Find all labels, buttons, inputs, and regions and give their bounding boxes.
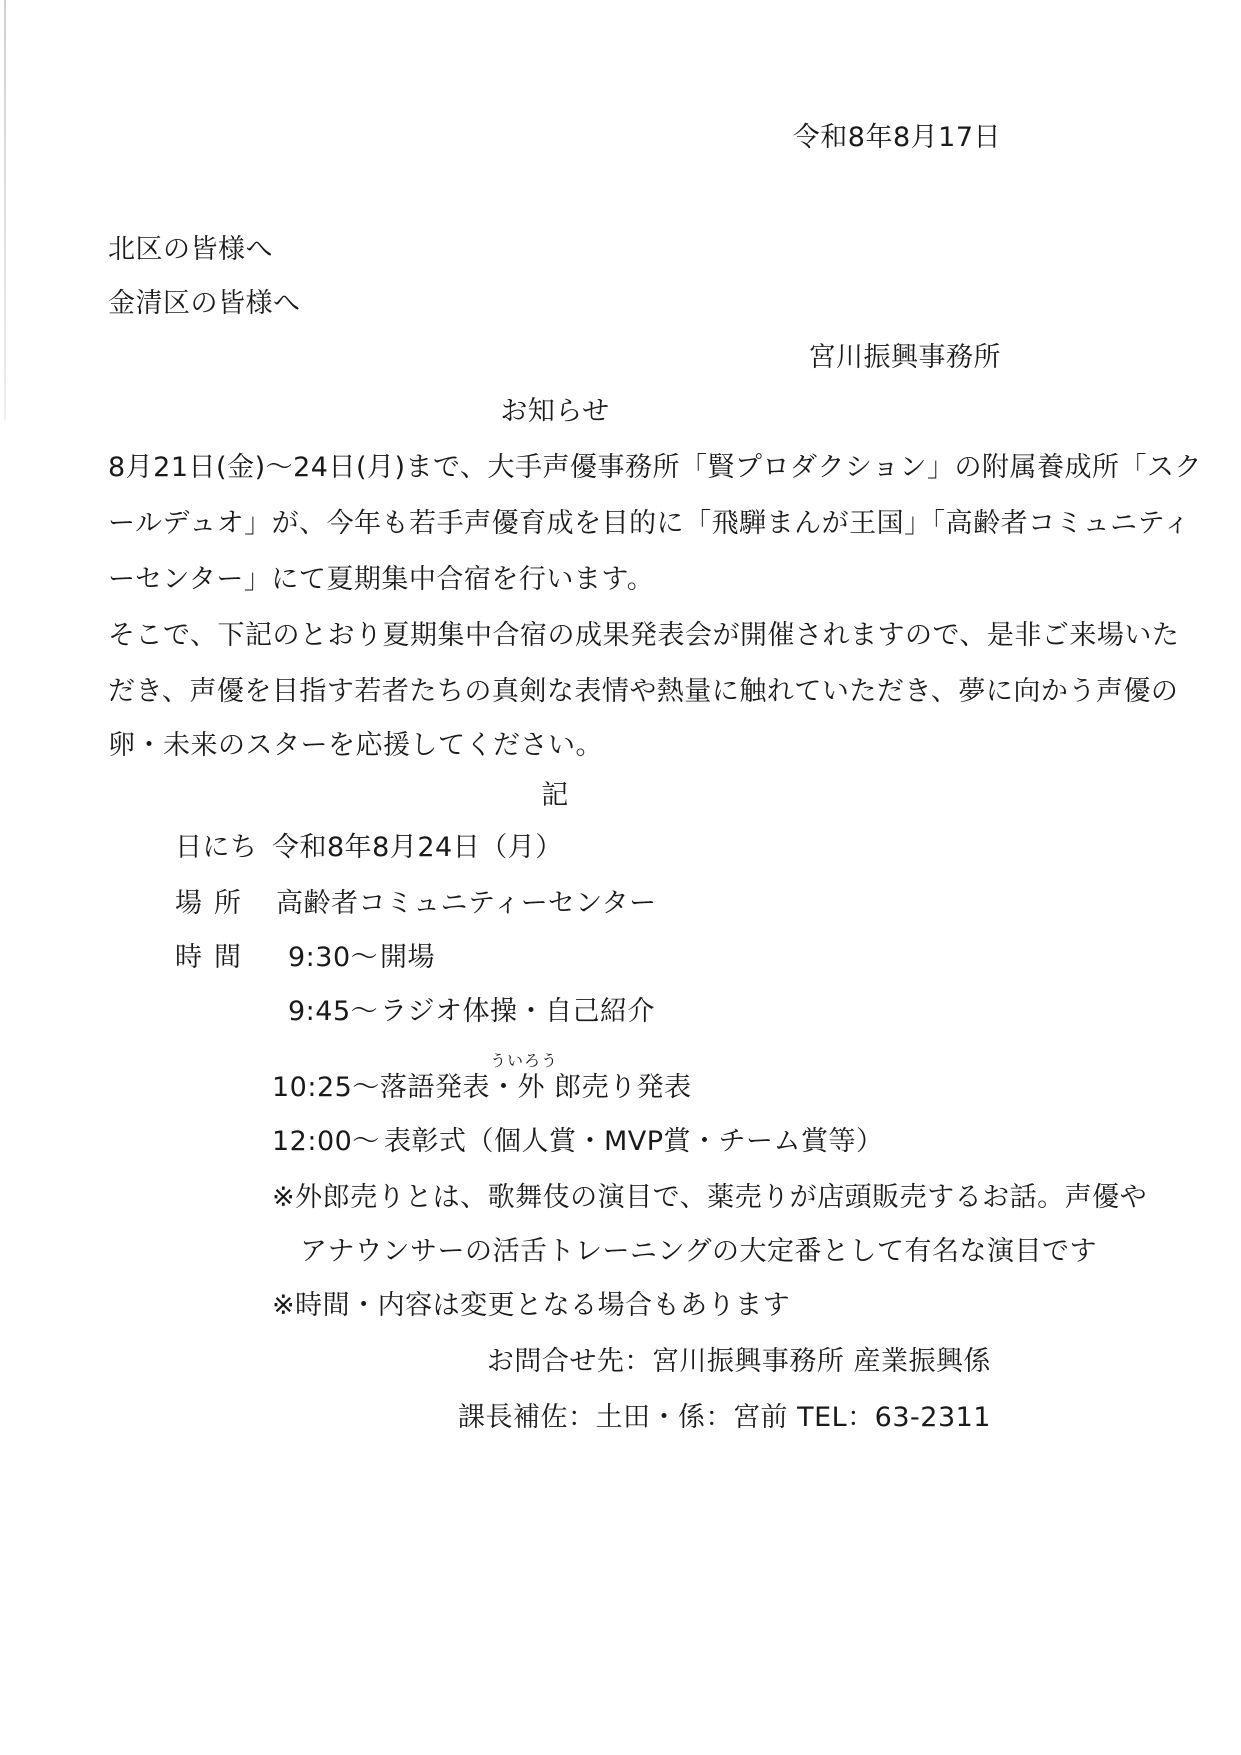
contact-line: 課長補佐：土田・係：宮前 TEL：63-2311 [458, 1402, 991, 1433]
body-line: だき、声優を目指す若者たちの真剣な表情や熱量に触れていただき、夢に向かう声優の [108, 676, 1179, 707]
date-label: 日にち [175, 832, 258, 863]
ruby-reading: ういろう [490, 1051, 559, 1070]
schedule-time: 12:00～ [272, 1126, 380, 1157]
schedule-event: ラジオ体操・自己紹介 [380, 996, 655, 1027]
recipient-line: 金清区の皆様へ [108, 288, 301, 319]
body-line: ーセンター」にて夏期集中合宿を行います。 [108, 564, 655, 595]
body-line: ールデュオ」が、今年も若手声優育成を目的に「飛騨まんが王国」「高齢者コミュニティ [108, 508, 1191, 539]
date-value: 令和8年8月24日（月） [272, 832, 563, 863]
time-label: 時間 [175, 942, 253, 973]
contact-line: お問合せ先：宮川振興事務所 産業振興係 [486, 1346, 991, 1377]
sender-name: 宮川振興事務所 [808, 342, 1001, 373]
document-title: お知らせ [500, 396, 610, 427]
scan-edge-line [4, 0, 6, 420]
recipient-line: 北区の皆様へ [108, 234, 273, 265]
schedule-time: 9:45～ [288, 996, 379, 1027]
note-line: ※外郎売りとは、歌舞伎の演目で、薬売りが店頭販売するお話。声優や [272, 1182, 1148, 1213]
schedule-event: 表彰式（個人賞・MVP賞・チーム賞等） [384, 1126, 884, 1157]
place-value: 高齢者コミュニティーセンター [276, 888, 657, 919]
place-label: 場所 [175, 888, 253, 919]
document-date: 令和8年8月17日 [792, 122, 1001, 153]
schedule-event: 開場 [380, 942, 435, 973]
body-line: 8月21日(金)～24日(月)まで、大手声優事務所「賢プロダクション」の附属養成所「スク [108, 452, 1202, 483]
schedule-event: 落語発表・外 郎売り発表 [380, 1072, 692, 1103]
note-line: ※時間・内容は変更となる場合もあります [272, 1290, 791, 1321]
schedule-time: 10:25～ [272, 1072, 380, 1103]
body-line: そこで、下記のとおり夏期集中合宿の成果発表会が開催されますので、是非ご来場いた [108, 620, 1180, 651]
note-line: アナウンサーの活舌トレーニングの大定番として有名な演目です [300, 1236, 1097, 1267]
body-line: 卵・未来のスターを応援してください。 [108, 730, 603, 761]
schedule-time: 9:30～ [288, 942, 379, 973]
ki-heading: 記 [541, 780, 569, 811]
